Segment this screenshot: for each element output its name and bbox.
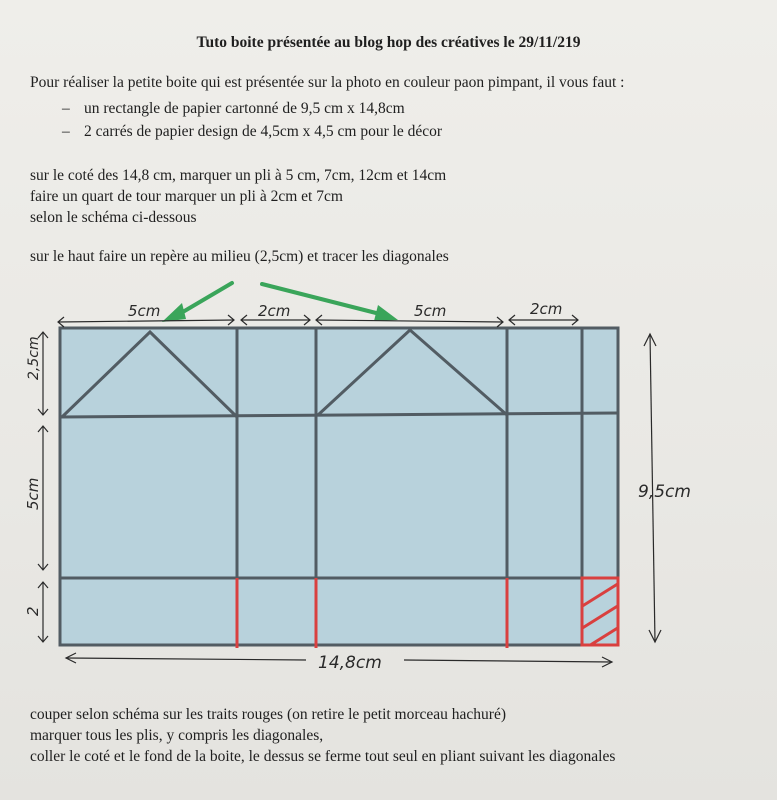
instruction-line: marquer tous les plis, y compris les diagonales, xyxy=(30,727,324,744)
dim-label-5cm: 5cm xyxy=(128,302,161,320)
intro-paragraph: Pour réaliser la petite boite qui est présentée sur la photo en couleur paon pimpant, il vous faut : xyxy=(30,74,625,91)
instruction-line: couper selon schéma sur les traits rouges (on retire le petit morceau hachuré) xyxy=(30,706,507,723)
height-label: 9,5cm xyxy=(638,482,691,502)
step-line: faire un quart de tour marquer un pli à 2cm et 7cm xyxy=(30,188,343,205)
dim-label-5cm: 5cm xyxy=(414,302,447,320)
final-instructions xyxy=(30,704,615,767)
list-item-text: un rectangle de papier cartonné de 9,5 cm x 14,8cm xyxy=(84,100,405,117)
fold-steps xyxy=(30,165,446,228)
list-item xyxy=(62,120,442,143)
page-title: Tuto boite présentée au blog hop des créatives le 29/11/219 xyxy=(196,34,581,51)
dim-label-2cm: 2cm xyxy=(530,300,563,318)
box-template-diagram xyxy=(0,270,777,680)
dim-label-2cm: 2cm xyxy=(258,302,291,320)
arrow-left-head xyxy=(162,303,186,322)
materials-list xyxy=(62,97,442,143)
arrow-left-line xyxy=(176,283,232,316)
arrow-right-head xyxy=(374,305,398,321)
list-item-text: 2 carrés de papier design de 4,5cm x 4,5 cm pour le décor xyxy=(84,123,443,140)
instruction-line: coller le coté et le fond de la boite, le dessus se ferme tout seul en pliant suivant les diagonales xyxy=(30,748,616,765)
width-label: 14,8cm xyxy=(318,653,382,673)
bullet-dash: – xyxy=(62,100,70,117)
diagonal-instruction: sur le haut faire un repère au milieu (2,5cm) et tracer les diagonales xyxy=(30,248,449,265)
bullet-dash: – xyxy=(62,123,70,140)
step-line: selon le schéma ci-dessous xyxy=(30,209,197,226)
dim-label-2cm-vertical: 2 xyxy=(24,606,42,616)
paper-rectangle xyxy=(60,328,618,645)
dim-label-5cm-vertical: 5cm xyxy=(24,477,42,510)
step-line: sur le coté des 14,8 cm, marquer un pli à 5 cm, 7cm, 12cm et 14cm xyxy=(30,167,447,184)
list-item xyxy=(62,97,442,120)
dim-label-2-5cm: 2,5cm xyxy=(26,336,42,380)
